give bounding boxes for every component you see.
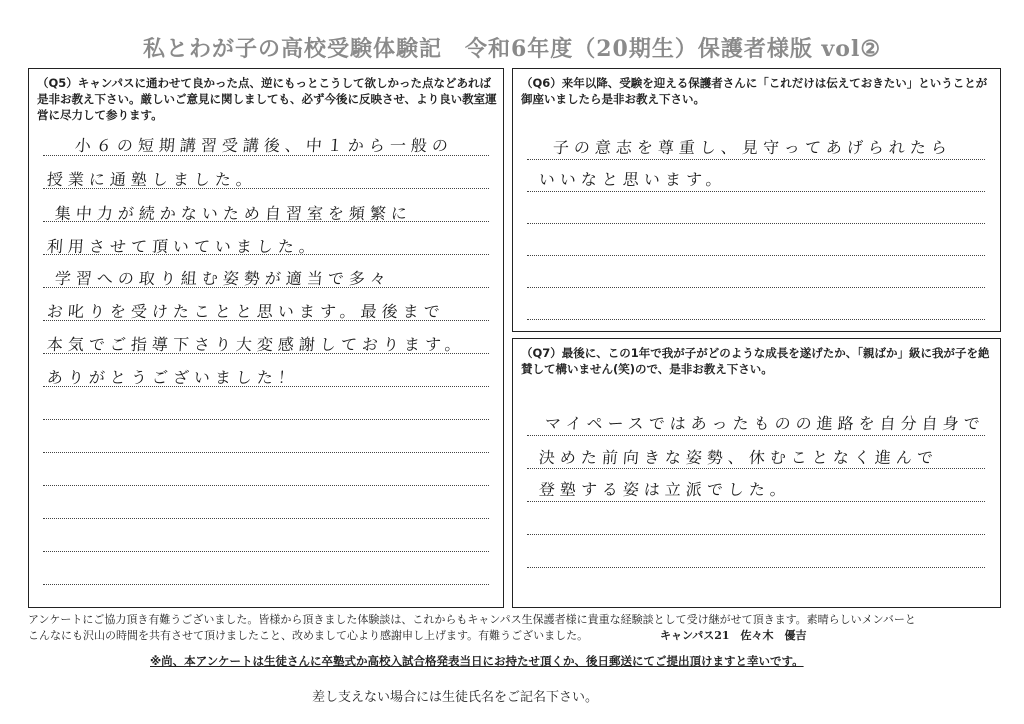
q7-answer-line: 決めた前向きな姿勢、休むことなく進んで <box>538 448 939 467</box>
ruled-line <box>43 452 489 453</box>
q6-box <box>512 68 1001 332</box>
q5-box <box>28 68 504 608</box>
q5-question: （Q5）キャンパスに通わせて良かった点、逆にもっとこうして欲しかった点などあれば是非お教え下さい。厳しいご意見に関しましても、必ず今後に反映させ、より良い教室運営に尽力して参ります。 <box>37 76 497 122</box>
ruled-line <box>43 518 489 519</box>
q6-answer-line: 子の意志を尊重し、見守ってあげられたら <box>552 138 953 157</box>
q6-question: （Q6）来年以降、受験を迎える保護者さんに「これだけは伝えておきたい」ということが御座いましたら是非お教え下さい。 <box>521 76 988 106</box>
footer-thanks-line-1: アンケートにご協力頂き有難うございました。皆様から頂きました体験談は、これからもキャンパス生保護者様に貴重な経験談として受け継がせて頂きます。素晴らしいメンバーと <box>28 613 916 626</box>
footer-thanks-line-2: こんなにも沢山の時間を共有させて頂けましたこと、改めまして心より感謝申し上げます。有難うございました。 <box>28 629 589 642</box>
ruled-line <box>527 468 985 469</box>
q5-answer-line: ありがとうございました！ <box>46 368 300 387</box>
q5-answer-line: 利用させて頂いていました。 <box>46 237 321 256</box>
ruled-line <box>527 255 985 256</box>
q5-answer-line: 学習への取り組む姿勢が適当で多々 <box>54 269 392 288</box>
q5-answer-line: 小６の短期講習受講後、中１から一般の <box>74 136 454 155</box>
q5-answer-line: 本気でご指導下さり大変感謝しております。 <box>46 335 467 354</box>
q7-answer-line: マイペースではあったものの進路を自分自身で <box>544 414 986 433</box>
q5-answer-line: 集中力が続かないため自習室を頻繁に <box>54 204 413 223</box>
ruled-line <box>527 319 985 320</box>
q7-answer-line: 登塾する姿は立派でした。 <box>538 480 792 499</box>
ruled-line <box>527 534 985 535</box>
ruled-line <box>527 435 985 436</box>
ruled-line <box>43 419 489 420</box>
ruled-line <box>527 501 985 502</box>
ruled-line <box>527 223 985 224</box>
q5-answer-line: お叱りを受けたことと思います。最後まで <box>46 302 446 321</box>
ruled-line <box>43 584 489 585</box>
ruled-line <box>43 485 489 486</box>
page-title: 私とわが子の高校受験体験記 令和6年度（20期生）保護者様版 vol② <box>142 36 882 62</box>
footer-signature: キャンパス21 佐々木 優吉 <box>660 629 807 642</box>
q6-answer-line: いいなと思います。 <box>538 170 728 189</box>
student-name-request: 差し支えない場合には生徒氏名をご記名下さい。 <box>312 690 599 705</box>
footer-notice: ※尚、本アンケートは生徒さんに卒塾式か高校入試合格発表当日にお持たせ頂くか、後日郵送にてご提出頂けますと幸いです。 <box>150 654 804 668</box>
ruled-line <box>527 287 985 288</box>
q7-question: （Q7）最後に、この1年で我が子がどのような成長を遂げたか、「親ばか」級に我が子を絶賛して構いません(笑)ので、是非お教え下さい。 <box>521 346 990 376</box>
ruled-line <box>527 159 985 160</box>
ruled-line <box>43 551 489 552</box>
ruled-line <box>527 567 985 568</box>
q7-box <box>512 338 1001 608</box>
ruled-line <box>527 191 985 192</box>
q5-answer-line: 授業に通塾しました。 <box>46 170 258 189</box>
